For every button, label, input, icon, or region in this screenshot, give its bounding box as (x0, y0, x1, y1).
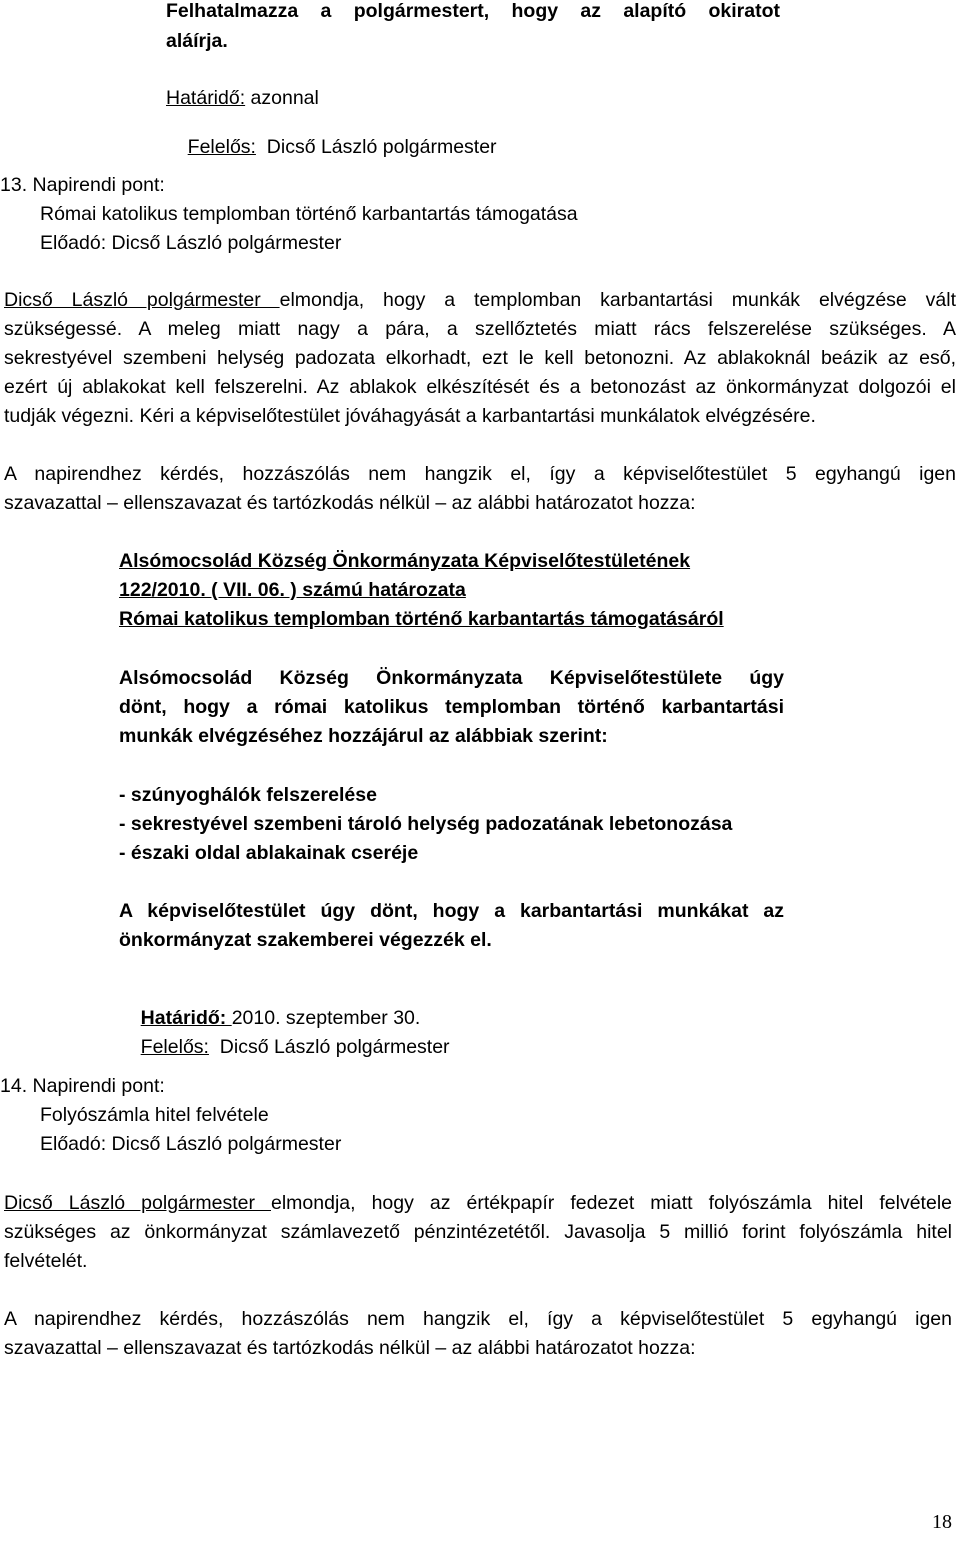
resolution-subject: Római katolikus templomban történő karbantartás támogatásáról (119, 608, 724, 630)
responsible-label: Felelős: (140, 1035, 209, 1058)
resolution-number: 122/2010. ( VII. 06. ) számú határozata (119, 579, 466, 601)
body-line: Dicső László polgármester elmondja, hogy a templomban karbantartási munkák elvégzése vált (4, 289, 956, 311)
agenda-title: Római katolikus templomban történő karbantartás támogatása (40, 203, 578, 225)
body-line: felvételét. (4, 1250, 88, 1272)
agenda-heading: 14. Napirendi pont: (0, 1075, 165, 1097)
body-line: szükségessé. A meleg miatt nagy a pára, a szellőztetés miatt rács felszerelése szükséges. A (4, 318, 956, 340)
responsible-row (166, 118, 497, 177)
responsible-row (119, 1018, 450, 1077)
vote-line: A napirendhez kérdés, hozzászólás nem hangzik el, így a képviselőtestület 5 egyhangú igen (4, 1308, 952, 1330)
deadline-value: 2010. szeptember 30. (231, 1006, 421, 1029)
list-item: - északi oldal ablakainak cseréje (119, 842, 419, 864)
responsible-value: Dicső László polgármester (208, 1035, 450, 1058)
authorization-line-2: aláírja. (166, 30, 228, 52)
decision-line: munkák elvégzéséhez hozzájárul az alábbiak szerint: (119, 725, 608, 747)
agenda-presenter: Előadó: Dicső László polgármester (40, 1133, 342, 1155)
deadline-value: azonnal (245, 87, 319, 109)
agenda-title: Folyószámla hitel felvétele (40, 1104, 269, 1126)
vote-line: szavazattal – ellenszavazat és tartózkodás nélkül – az alábbi határozatot hozza: (4, 1337, 696, 1359)
speaker-name: Dicső László polgármester (4, 1192, 271, 1214)
deadline-label: Határidő: (166, 87, 246, 109)
vote-line: szavazattal – ellenszavazat és tartózkodás nélkül – az alábbi határozatot hozza: (4, 492, 696, 514)
body-line: tudják végezni. Kéri a képviselőtestület jóváhagyását a karbantartási munkálatok elvégzésére. (4, 405, 816, 427)
agenda-heading: 13. Napirendi pont: (0, 174, 165, 196)
experts-line: A képviselőtestület úgy dönt, hogy a karbantartási munkákat az (119, 900, 784, 922)
decision-line: dönt, hogy a római katolikus templomban történő karbantartási (119, 696, 784, 718)
deadline-row (166, 89, 319, 109)
responsible-value: Dicső László polgármester (255, 135, 497, 158)
body-line: szükséges az önkormányzat számlavezető pénzintézetétől. Javasolja 5 millió forint folyószámla hitel (4, 1221, 952, 1243)
experts-line: önkormányzat szakemberei végezzék el. (119, 929, 492, 951)
speaker-name: Dicső László polgármester (4, 289, 280, 311)
page-number: 18 (932, 1511, 952, 1533)
list-item: - szúnyoghálók felszerelése (119, 784, 377, 806)
body-line: sekrestyével szembeni helység padozata elkorhadt, ezt le kell betonozni. Az ablakoknál beázik az eső, (4, 347, 956, 369)
body-line: ezért új ablakokat kell felszerelni. Az ablakok elkészítését és a betonozást az önkormányzat dolgozói el (4, 376, 956, 398)
agenda-presenter: Előadó: Dicső László polgármester (40, 232, 342, 254)
resolution-header: Alsómocsolád Község Önkormányzata Képviselőtestületének (119, 550, 691, 572)
decision-line: Alsómocsolád Község Önkormányzata Képviselőtestülete úgy (119, 667, 784, 689)
vote-line: A napirendhez kérdés, hozzászólás nem hangzik el, így a képviselőtestület 5 egyhangú igen (4, 463, 956, 485)
authorization-line: Felhatalmazza a polgármestert, hogy az alapító okiratot (166, 0, 780, 22)
list-item: - sekrestyével szembeni tároló helység padozatának lebetonozása (119, 813, 733, 835)
body-line: Dicső László polgármester elmondja, hogy az értékpapír fedezet miatt folyószámla hitel felvétele (4, 1192, 952, 1214)
responsible-label: Felelős: (187, 135, 256, 158)
deadline-label: Határidő: (140, 1006, 232, 1029)
